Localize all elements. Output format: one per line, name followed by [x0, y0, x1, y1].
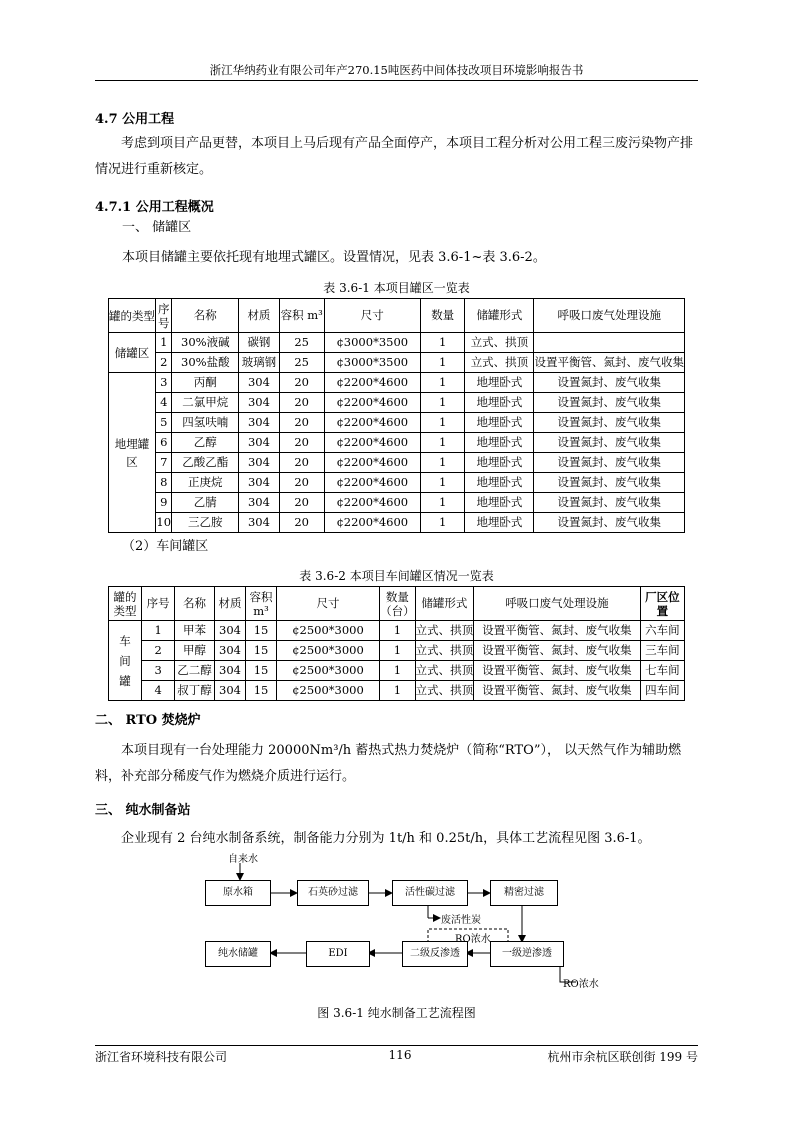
table1-cell: 设置氮封、废气收集	[534, 413, 685, 433]
table1-cell: 三乙胺	[172, 513, 239, 533]
section-title-rto: 二、 RTO 焚烧炉	[95, 713, 201, 728]
table1-cell: 立式、拱顶	[465, 333, 534, 353]
table1-cell: 设置氮封、废气收集	[534, 493, 685, 513]
t2-h-volume: 容积 m³	[246, 587, 277, 621]
table2-cell: 七车间	[640, 661, 684, 681]
table2-cell: 乙二醇	[175, 661, 215, 681]
t1-h-seq: 序号	[156, 299, 172, 333]
table2-cell: ¢2500*3000	[276, 681, 379, 701]
table2-cell: 1	[380, 681, 416, 701]
footer-page-number: 116	[388, 1048, 412, 1062]
flow-box-ro2: 二级反渗透	[402, 941, 468, 967]
table2-cell: 立式、拱顶	[415, 621, 474, 641]
table1-cell: ¢3000*3500	[324, 333, 420, 353]
table1-cell: 地埋卧式	[465, 393, 534, 413]
table2-cell: 立式、拱顶	[415, 681, 474, 701]
section-title-pure-water: 三、 纯水制备站	[95, 803, 191, 818]
table1-cell: 7	[156, 453, 172, 473]
footer-company: 浙江省环境科技有限公司	[95, 1050, 228, 1064]
table1-cell: 设置氮封、废气收集	[534, 373, 685, 393]
table2-cell: ¢2500*3000	[276, 661, 379, 681]
table1-cell: 丙酮	[172, 373, 239, 393]
table1-cell: ¢2200*4600	[324, 513, 420, 533]
section-4-7-paragraph: 考虑到项目产品更替，本项目上马后现有产品全面停产，本项目工程分析对公用工程三废污染物产排情况进行重新核定。	[95, 136, 694, 177]
table2-cell: 3	[142, 661, 175, 681]
table1-cell: 设置氮封、废气收集	[534, 393, 685, 413]
flow-box-raw-tank: 原水箱	[205, 880, 271, 906]
table1-cell: 设置平衡管、氮封、废气收集	[534, 353, 685, 373]
table2-cell: 1	[380, 661, 416, 681]
table1-cell: 1	[420, 353, 464, 373]
table2-cell: 六车间	[640, 621, 684, 641]
rto-paragraph: 本项目现有一台处理能力 20000Nm³/h 蓄热式热力焚烧炉（简称“RTO”）， 以天然气作为辅助燃料，补充部分稀废气作为燃烧介质进行运行。	[95, 743, 682, 784]
table2-cell: 304	[214, 641, 245, 661]
ro-reject-label: RO浓水	[563, 979, 599, 990]
table1-cell: 地埋卧式	[465, 513, 534, 533]
table1-cell: 1	[156, 333, 172, 353]
table2-cell: 立式、拱顶	[415, 641, 474, 661]
table1-cell: 20	[279, 393, 324, 413]
section-title-4-7-1: 4.7.1 公用工程概况	[95, 200, 214, 215]
figure-caption: 图 3.6-1 纯水制备工艺流程图	[317, 1006, 476, 1020]
flow-box-pure-water-tank: 纯水储罐	[205, 941, 271, 967]
table2-cell: 三车间	[640, 641, 684, 661]
table1-cell: 20	[279, 433, 324, 453]
table1-cell: 地埋卧式	[465, 453, 534, 473]
table1-cell: 30%盐酸	[172, 353, 239, 373]
table2-cell: 15	[246, 681, 277, 701]
table1-cell: 地埋卧式	[465, 413, 534, 433]
table2-cell: 设置平衡管、氮封、废气收集	[474, 661, 641, 681]
table2-group-type: 车间罐	[109, 621, 142, 701]
t2-h-form: 储罐形式	[415, 587, 474, 621]
table1-cell: 30%液碱	[172, 333, 239, 353]
table2-cell: 2	[142, 641, 175, 661]
t1-h-size: 尺寸	[324, 299, 420, 333]
table1-cell: 304	[239, 493, 280, 513]
t2-h-seq: 序号	[142, 587, 175, 621]
table1-cell: ¢2200*4600	[324, 493, 420, 513]
table1-cell: 9	[156, 493, 172, 513]
table2-cell: 4	[142, 681, 175, 701]
footer-rule	[95, 1045, 698, 1046]
table1-cell: 1	[420, 473, 464, 493]
table1-cell: 四氢呋喃	[172, 413, 239, 433]
table1-cell: ¢2200*4600	[324, 413, 420, 433]
table1-cell: 10	[156, 513, 172, 533]
table1-cell: 304	[239, 513, 280, 533]
table1-cell: 304	[239, 453, 280, 473]
table1-cell: 1	[420, 413, 464, 433]
table1-cell: 3	[156, 373, 172, 393]
table2-cell: ¢2500*3000	[276, 641, 379, 661]
flow-box-precision-filter: 精密过滤	[490, 880, 558, 906]
table2-cell: 1	[380, 621, 416, 641]
t2-h-material: 材质	[214, 587, 245, 621]
table1-cell: 1	[420, 433, 464, 453]
table2-cell: 立式、拱顶	[415, 661, 474, 681]
section-title-4-7: 4.7 公用工程	[95, 112, 175, 127]
table1-cell: 304	[239, 473, 280, 493]
table2-caption: 表 3.6-2 本项目车间罐区情况一览表	[299, 569, 494, 583]
table1-cell: 二氯甲烷	[172, 393, 239, 413]
table1-group-type: 储罐区	[109, 333, 156, 373]
table1-cell: 1	[420, 373, 464, 393]
table2-cell: ¢2500*3000	[276, 621, 379, 641]
table1-caption: 表 3.6-1 本项目罐区一览表	[323, 281, 470, 295]
table1-cell: 1	[420, 493, 464, 513]
table2-cell: 15	[246, 641, 277, 661]
table1-cell: ¢3000*3500	[324, 353, 420, 373]
table2-cell: 四车间	[640, 681, 684, 701]
table1-cell: ¢2200*4600	[324, 393, 420, 413]
subsection-tank-area: 一、 储罐区	[122, 220, 192, 235]
subsection-workshop-tanks: （2）车间罐区	[122, 539, 209, 554]
table2-cell: 1	[142, 621, 175, 641]
table1-group-type: 地埋罐区	[109, 373, 156, 533]
t1-h-material: 材质	[239, 299, 280, 333]
table1-cell: 1	[420, 513, 464, 533]
table1-cell: 设置氮封、废气收集	[534, 453, 685, 473]
t1-h-qty: 数量	[420, 299, 464, 333]
table1-cell: 碳钢	[239, 333, 280, 353]
table1-cell: 5	[156, 413, 172, 433]
t2-h-qty: 数量（台）	[380, 587, 416, 621]
table1-cell: 地埋卧式	[465, 493, 534, 513]
table1-cell: 20	[279, 453, 324, 473]
table1-cell: 304	[239, 413, 280, 433]
table1-cell: ¢2200*4600	[324, 453, 420, 473]
table1-cell: 1	[420, 333, 464, 353]
table2-cell: 304	[214, 621, 245, 641]
table1-cell: 20	[279, 373, 324, 393]
table1-cell: 设置氮封、废气收集	[534, 473, 685, 493]
table1-cell: 玻璃钢	[239, 353, 280, 373]
table1-cell: 8	[156, 473, 172, 493]
table1-cell: ¢2200*4600	[324, 473, 420, 493]
table1-cell: 25	[279, 353, 324, 373]
table2-cell: 甲醇	[175, 641, 215, 661]
table1-cell: 304	[239, 373, 280, 393]
table1-cell: 地埋卧式	[465, 473, 534, 493]
t1-h-form: 储罐形式	[465, 299, 534, 333]
t1-h-type: 罐的类型	[109, 299, 156, 333]
flow-box-quartz-filter: 石英砂过滤	[297, 880, 369, 906]
table1-cell: 1	[420, 393, 464, 413]
table2-cell: 叔丁醇	[175, 681, 215, 701]
table1-cell: 乙酸乙酯	[172, 453, 239, 473]
table1-cell: 设置氮封、废气收集	[534, 513, 685, 533]
table1-cell: 设置氮封、废气收集	[534, 433, 685, 453]
table1-cell: 4	[156, 393, 172, 413]
ro-return-label: RO浓水	[455, 934, 491, 945]
t1-h-facility: 呼吸口废气处理设施	[534, 299, 685, 333]
table1-cell: 正庚烷	[172, 473, 239, 493]
pure-water-paragraph: 企业现有 2 台纯水制备系统，制备能力分别为 1t/h 和 0.25t/h，具体工艺流程见图 3.6-1。	[121, 831, 651, 846]
flow-box-ro1: 一级逆渗透	[490, 941, 564, 967]
table1-cell: 地埋卧式	[465, 433, 534, 453]
t2-h-name: 名称	[175, 587, 215, 621]
flow-input-label: 自来水	[228, 854, 258, 865]
table1-cell: 2	[156, 353, 172, 373]
table1-cell: 20	[279, 513, 324, 533]
t1-h-name: 名称	[172, 299, 239, 333]
footer-address: 杭州市余杭区联创街 199 号	[547, 1050, 698, 1064]
table2-cell: 设置平衡管、氮封、废气收集	[474, 681, 641, 701]
table2-cell: 304	[214, 681, 245, 701]
table2-cell: 15	[246, 661, 277, 681]
table2-cell: 设置平衡管、氮封、废气收集	[474, 641, 641, 661]
table2-cell: 1	[380, 641, 416, 661]
table1-cell: 304	[239, 433, 280, 453]
tank-area-paragraph: 本项目储罐主要依托现有地埋式罐区。设置情况，见表 3.6-1~表 3.6-2。	[122, 250, 546, 265]
t1-h-volume: 容积 m³	[279, 299, 324, 333]
t2-h-type: 罐的类型	[109, 587, 142, 621]
table2-cell: 304	[214, 661, 245, 681]
flow-box-carbon-filter: 活性碳过滤	[392, 880, 468, 906]
page-header: 浙江华纳药业有限公司年产270.15吨医药中间体技改项目环境影响报告书	[209, 63, 584, 77]
table2-cell: 甲苯	[175, 621, 215, 641]
table1-cell: 乙腈	[172, 493, 239, 513]
flow-box-edi: EDI	[306, 941, 370, 967]
table1-cell: 6	[156, 433, 172, 453]
table1-cell: 乙醇	[172, 433, 239, 453]
table1-cell: 20	[279, 413, 324, 433]
table1-cell: 20	[279, 473, 324, 493]
table2-cell: 15	[246, 621, 277, 641]
table1-cell: 地埋卧式	[465, 373, 534, 393]
table1-cell: 25	[279, 333, 324, 353]
t2-h-location: 厂区位置	[640, 587, 684, 621]
t2-h-facility: 呼吸口废气处理设施	[474, 587, 641, 621]
table1-cell: 立式、拱顶	[465, 353, 534, 373]
table1-cell: 1	[420, 453, 464, 473]
table1-cell: 304	[239, 393, 280, 413]
t2-h-size: 尺寸	[276, 587, 379, 621]
table1-cell: 20	[279, 493, 324, 513]
table2-cell: 设置平衡管、氮封、废气收集	[474, 621, 641, 641]
table1-cell: ¢2200*4600	[324, 373, 420, 393]
waste-carbon-label: 废活性炭	[441, 915, 481, 926]
table1-cell: ¢2200*4600	[324, 433, 420, 453]
